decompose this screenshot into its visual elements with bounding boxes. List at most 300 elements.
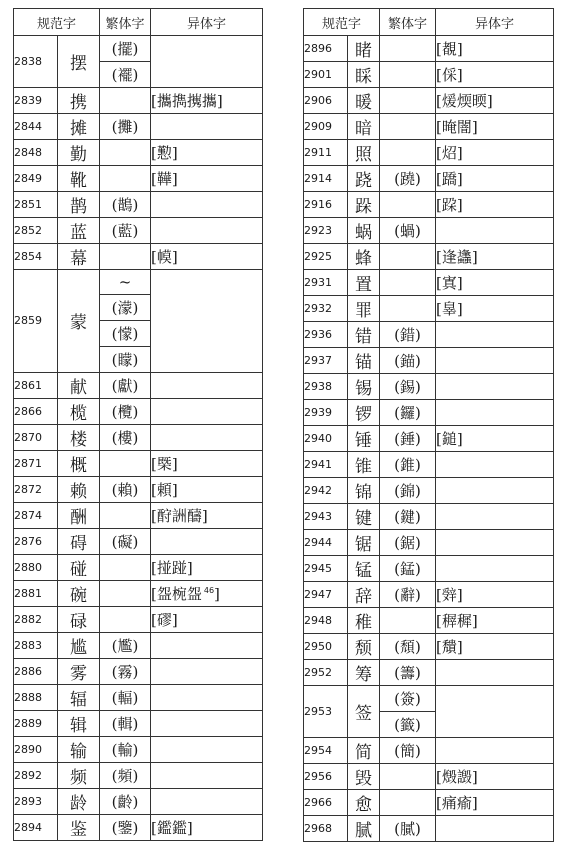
traditional-char: (擺) (100, 36, 151, 62)
traditional-char (100, 606, 151, 632)
header-row (14, 9, 263, 36)
table-row (14, 269, 263, 295)
variant-chars (436, 815, 554, 841)
variant-chars (436, 737, 554, 763)
entry-number: 2861 (14, 372, 58, 398)
table-row (304, 400, 554, 426)
variant-text: [痛瘉] (436, 793, 478, 812)
entry-number: 2948 (304, 608, 348, 634)
traditional-char (100, 580, 151, 606)
traditional-char: (錳) (380, 556, 436, 582)
variant-chars (151, 269, 263, 372)
table-row (304, 634, 554, 660)
standard-char: 颓 (348, 634, 380, 660)
traditional-char (380, 36, 436, 62)
variant-chars (151, 684, 263, 710)
variant-chars (151, 87, 263, 113)
standard-char: 筹 (348, 660, 380, 686)
table-row (14, 762, 263, 788)
standard-char: 跺 (348, 192, 380, 218)
table-row (304, 244, 554, 270)
traditional-char (380, 763, 436, 789)
table-row (304, 270, 554, 296)
standard-char: 辑 (58, 710, 100, 736)
entry-number: 2870 (14, 424, 58, 450)
traditional-char: (齡) (100, 788, 151, 814)
variant-text: [蹻] (436, 170, 463, 188)
header-traditional: 繁体字 (380, 9, 436, 36)
variant-text: [酧詶醻] (151, 506, 208, 525)
entry-number: 2954 (304, 737, 348, 763)
traditional-char: (膩) (380, 815, 436, 841)
entry-number: 2931 (304, 270, 348, 296)
variant-chars (436, 452, 554, 478)
entry-number: 2886 (14, 658, 58, 684)
traditional-char (100, 502, 151, 528)
variant-chars (436, 192, 554, 218)
variant-text: [鞾] (151, 169, 178, 188)
table-row (14, 502, 263, 528)
standard-char: 碰 (58, 554, 100, 580)
table-row (304, 504, 554, 530)
variant-chars (436, 400, 554, 426)
variant-chars (151, 788, 263, 814)
variant-chars (151, 217, 263, 243)
standard-char: 碍 (58, 528, 100, 554)
table-row (304, 608, 554, 634)
standard-char: 愈 (348, 789, 380, 815)
standard-char: 赖 (58, 476, 100, 502)
standard-char: 跷 (348, 166, 380, 192)
entry-number: 2888 (14, 684, 58, 710)
variant-text: [槩] (151, 454, 178, 473)
standard-char: 蜂 (348, 244, 380, 270)
variant-text: [懃] (151, 143, 178, 162)
variant-chars (436, 426, 554, 452)
variant-text: [磟] (151, 610, 178, 629)
entry-number: 2859 (14, 269, 58, 372)
entry-number: 2901 (304, 62, 348, 88)
variant-text: [頼] (151, 480, 178, 499)
variant-chars (436, 322, 554, 348)
standard-char: 榄 (58, 398, 100, 424)
variant-text: [跥] (436, 196, 463, 214)
standard-char: 照 (348, 140, 380, 166)
entry-number: 2852 (14, 217, 58, 243)
standard-char: 辞 (348, 582, 380, 608)
entry-number: 2883 (14, 632, 58, 658)
traditional-char (100, 450, 151, 476)
standard-char: 尴 (58, 632, 100, 658)
standard-char: 锥 (348, 452, 380, 478)
table-row (304, 62, 554, 88)
traditional-char (380, 192, 436, 218)
header-standard: 规范字 (304, 9, 380, 36)
table-row (14, 814, 263, 840)
entry-number: 2968 (304, 815, 348, 841)
variant-chars (151, 139, 263, 165)
traditional-char: (簽) (380, 686, 436, 712)
variant-chars (151, 528, 263, 554)
entry-number: 2876 (14, 528, 58, 554)
variant-chars (151, 476, 263, 502)
entry-number: 2866 (14, 398, 58, 424)
entry-number: 2916 (304, 192, 348, 218)
table-row (14, 372, 263, 398)
traditional-char (380, 296, 436, 322)
variant-chars (436, 218, 554, 244)
standard-char: 楼 (58, 424, 100, 450)
standard-char: 频 (58, 762, 100, 788)
table-row (304, 374, 554, 400)
standard-char: 稚 (348, 608, 380, 634)
standard-char: 勤 (58, 139, 100, 165)
entry-number: 2956 (304, 763, 348, 789)
entry-number: 2872 (14, 476, 58, 502)
variant-chars (436, 660, 554, 686)
char-table-right (303, 8, 554, 842)
table-row (304, 815, 554, 841)
entry-number: 2909 (304, 114, 348, 140)
variant-chars (151, 762, 263, 788)
standard-char: 幕 (58, 243, 100, 269)
table-row (14, 424, 263, 450)
traditional-char (380, 88, 436, 114)
header-variant: 异体字 (436, 9, 554, 36)
traditional-char: (賴) (100, 476, 151, 502)
standard-char: 蒙 (58, 269, 100, 372)
entry-number: 2923 (304, 218, 348, 244)
variant-chars (436, 348, 554, 374)
variant-chars (151, 165, 263, 191)
standard-char: 龄 (58, 788, 100, 814)
table-row (14, 788, 263, 814)
standard-char: 摊 (58, 113, 100, 139)
standard-char: 锣 (348, 400, 380, 426)
variant-text: [鎚] (436, 430, 463, 448)
entry-number: 2893 (14, 788, 58, 814)
entry-number: 2944 (304, 530, 348, 556)
entry-number: 2906 (304, 88, 348, 114)
table-row (14, 476, 263, 502)
entry-number: 2874 (14, 502, 58, 528)
standard-char: 输 (58, 736, 100, 762)
standard-char: 酬 (58, 502, 100, 528)
traditional-char: (錫) (380, 374, 436, 400)
variant-text: [辠] (436, 300, 463, 318)
variant-chars (436, 582, 554, 608)
traditional-char (380, 608, 436, 634)
variant-text: [稺穉] (436, 612, 478, 630)
standard-char: 雾 (58, 658, 100, 684)
traditional-char (100, 243, 151, 269)
variant-chars (436, 478, 554, 504)
standard-char: 鉴 (58, 814, 100, 840)
standard-char: 睹 (348, 36, 380, 62)
variant-chars (151, 606, 263, 632)
variant-text: [燬譭] (436, 767, 478, 786)
table-row (14, 528, 263, 554)
header-traditional: 繁体字 (100, 9, 151, 36)
variant-chars (151, 710, 263, 736)
traditional-char: (濛) (100, 295, 151, 321)
table-row (14, 606, 263, 632)
standard-char: 锤 (348, 426, 380, 452)
variant-chars (151, 450, 263, 476)
entry-number: 2851 (14, 191, 58, 217)
table-row (14, 139, 263, 165)
traditional-char: (籌) (380, 660, 436, 686)
variant-text: [晻闇] (436, 118, 478, 136)
table-row (304, 530, 554, 556)
table-row (14, 736, 263, 762)
variant-chars (436, 244, 554, 270)
table-row (304, 218, 554, 244)
table-row (304, 36, 554, 62)
traditional-char: (籤) (380, 711, 436, 737)
variant-chars (151, 632, 263, 658)
traditional-char: (攤) (100, 113, 151, 139)
variant-chars (151, 191, 263, 217)
variant-chars (436, 504, 554, 530)
table-row (304, 192, 554, 218)
traditional-char (380, 270, 436, 296)
entry-number: 2882 (14, 606, 58, 632)
table-row (304, 114, 554, 140)
standard-char: 摆 (58, 36, 100, 88)
variant-text: [穨] (436, 638, 463, 656)
entry-number: 2940 (304, 426, 348, 452)
variant-text: [寘] (436, 274, 463, 292)
traditional-char (380, 140, 436, 166)
traditional-char: (頹) (380, 634, 436, 660)
standard-char: 辐 (58, 684, 100, 710)
table-row (14, 710, 263, 736)
entry-number: 2839 (14, 87, 58, 113)
standard-char: 睬 (348, 62, 380, 88)
traditional-char: (欖) (100, 398, 151, 424)
variant-chars (151, 502, 263, 528)
standard-char: 靴 (58, 165, 100, 191)
variant-chars (436, 608, 554, 634)
traditional-char: (鵲) (100, 191, 151, 217)
entry-number: 2943 (304, 504, 348, 530)
standard-char: 签 (348, 686, 380, 738)
table-row (304, 478, 554, 504)
variant-chars (151, 398, 263, 424)
entry-number: 2892 (14, 762, 58, 788)
table-row (14, 191, 263, 217)
variant-text: [掽踫] (151, 558, 193, 577)
traditional-char (100, 165, 151, 191)
standard-char: 锯 (348, 530, 380, 556)
variant-chars (436, 763, 554, 789)
table-row (14, 658, 263, 684)
traditional-char: (錐) (380, 452, 436, 478)
standard-char: 暖 (348, 88, 380, 114)
variant-chars (151, 113, 263, 139)
standard-char: 简 (348, 737, 380, 763)
variant-text: [倸] (436, 66, 463, 84)
table-row (304, 660, 554, 686)
traditional-char: (霧) (100, 658, 151, 684)
entry-number: 2925 (304, 244, 348, 270)
entry-number: 2932 (304, 296, 348, 322)
variant-text: [幙] (151, 247, 178, 266)
traditional-char: (樓) (100, 424, 151, 450)
traditional-char: (蝸) (380, 218, 436, 244)
variant-chars (436, 296, 554, 322)
variant-chars (151, 814, 263, 840)
table-row (304, 582, 554, 608)
table-row (14, 580, 263, 606)
variant-close-bracket: ] (214, 584, 220, 603)
entry-number: 2849 (14, 165, 58, 191)
variant-chars (151, 243, 263, 269)
variant-chars (151, 36, 263, 88)
entry-number: 2966 (304, 789, 348, 815)
variant-chars (436, 686, 554, 738)
traditional-char: (懞) (100, 321, 151, 347)
standard-char: 蜗 (348, 218, 380, 244)
table-row (304, 763, 554, 789)
variant-chars (436, 556, 554, 582)
entry-number: 2844 (14, 113, 58, 139)
entry-number: 2894 (14, 814, 58, 840)
table-row (304, 686, 554, 712)
footnote-marker: 46 (203, 585, 215, 595)
traditional-char: (鑼) (380, 400, 436, 426)
traditional-char: ~ (100, 269, 151, 295)
variant-chars (151, 580, 263, 606)
standard-char: 错 (348, 322, 380, 348)
standard-char: 锰 (348, 556, 380, 582)
table-row (14, 632, 263, 658)
traditional-char: (錘) (380, 426, 436, 452)
entry-number: 2911 (304, 140, 348, 166)
table-row (14, 450, 263, 476)
standard-char: 置 (348, 270, 380, 296)
traditional-char (100, 554, 151, 580)
standard-char: 献 (58, 372, 100, 398)
traditional-char: (輻) (100, 684, 151, 710)
table-row (304, 322, 554, 348)
table-row (304, 556, 554, 582)
variant-chars (436, 140, 554, 166)
traditional-char (100, 87, 151, 113)
standard-char: 暗 (348, 114, 380, 140)
variant-chars (151, 424, 263, 450)
table-row (14, 243, 263, 269)
entry-number: 2945 (304, 556, 348, 582)
standard-char: 携 (58, 87, 100, 113)
standard-char: 锡 (348, 374, 380, 400)
variant-chars (436, 530, 554, 556)
variant-chars (151, 736, 263, 762)
entry-number: 2942 (304, 478, 348, 504)
standard-char: 概 (58, 450, 100, 476)
table-row (304, 88, 554, 114)
entry-number: 2896 (304, 36, 348, 62)
header-row (304, 9, 554, 36)
entry-number: 2838 (14, 36, 58, 88)
variant-text: [煖煗㬉] (436, 92, 493, 110)
entry-number: 2937 (304, 348, 348, 374)
traditional-char (380, 114, 436, 140)
traditional-char: (獻) (100, 372, 151, 398)
variant-chars (436, 634, 554, 660)
traditional-char: (輸) (100, 736, 151, 762)
traditional-char (100, 139, 151, 165)
entry-number: 2938 (304, 374, 348, 400)
variant-chars (436, 374, 554, 400)
entry-number: 2947 (304, 582, 348, 608)
traditional-char (380, 244, 436, 270)
traditional-char: (簡) (380, 737, 436, 763)
traditional-char: (錨) (380, 348, 436, 374)
variant-chars (436, 166, 554, 192)
standard-char: 碌 (58, 606, 100, 632)
variant-chars (436, 114, 554, 140)
table-row (304, 166, 554, 192)
table-row (304, 789, 554, 815)
entry-number: 2914 (304, 166, 348, 192)
char-table-left (13, 8, 263, 841)
table-row (304, 140, 554, 166)
table-row (14, 554, 263, 580)
variant-chars (151, 372, 263, 398)
table-row (14, 398, 263, 424)
variant-chars (151, 658, 263, 684)
table-row (304, 452, 554, 478)
variant-text: [攜擕㩗攜] (151, 91, 223, 110)
standard-char: 腻 (348, 815, 380, 841)
variant-chars (436, 62, 554, 88)
standard-char: 鹊 (58, 191, 100, 217)
table-row (14, 87, 263, 113)
traditional-char: (輯) (100, 710, 151, 736)
entry-number: 2871 (14, 450, 58, 476)
header-standard: 规范字 (14, 9, 100, 36)
traditional-char: (錦) (380, 478, 436, 504)
traditional-char: (襬) (100, 61, 151, 87)
standard-char: 蓝 (58, 217, 100, 243)
table-row (14, 684, 263, 710)
traditional-char (380, 62, 436, 88)
traditional-char: (鑒) (100, 814, 151, 840)
variant-text: [覩] (436, 40, 463, 58)
header-variant: 异体字 (151, 9, 263, 36)
traditional-char: (頻) (100, 762, 151, 788)
entry-number: 2854 (14, 243, 58, 269)
entry-number: 2880 (14, 554, 58, 580)
traditional-char: (辭) (380, 582, 436, 608)
table-row (14, 217, 263, 243)
variant-text: [鑑鑑] (151, 818, 193, 837)
variant-text: [辤] (436, 586, 463, 604)
standard-char: 键 (348, 504, 380, 530)
variant-chars (436, 88, 554, 114)
entry-number: 2950 (304, 634, 348, 660)
entry-number: 2890 (14, 736, 58, 762)
entry-number: 2939 (304, 400, 348, 426)
traditional-char: (蹺) (380, 166, 436, 192)
traditional-char: (礙) (100, 528, 151, 554)
variant-chars (436, 36, 554, 62)
variant-chars (436, 789, 554, 815)
traditional-char (380, 789, 436, 815)
standard-char: 锚 (348, 348, 380, 374)
